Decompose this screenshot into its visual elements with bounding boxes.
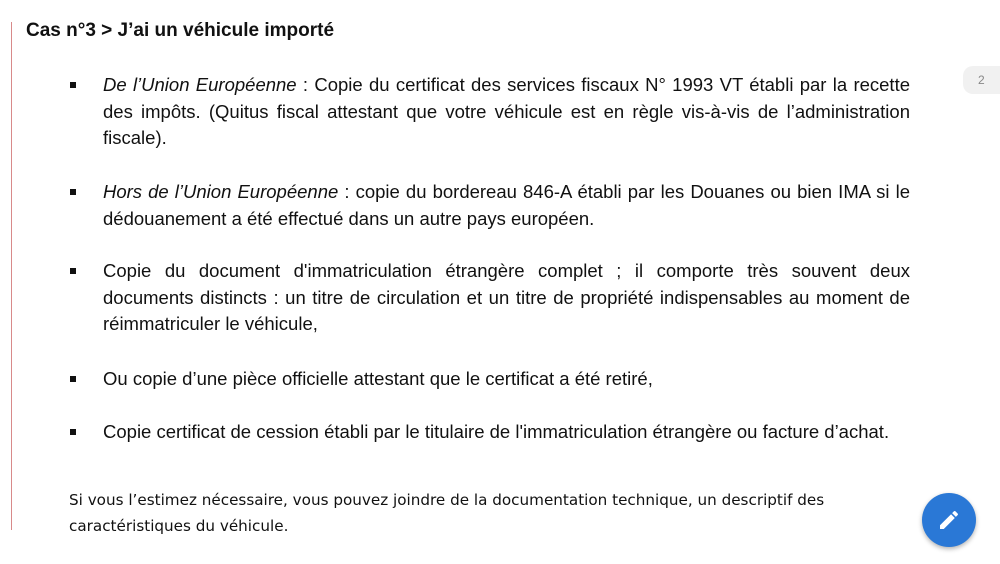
list-item-body: Copie du document d'immatriculation étrangère complet ; il comporte très souvent deux documents distincts : un titre de circulation et un titre de propriété indispensables au moment de réimmatriculer le véhicule,: [103, 260, 910, 334]
page-number: 2: [963, 66, 1000, 94]
list-item-body: : copie du bordereau 846-A établi par les Douanes ou bien IMA si le dédouanement a été effectué dans un autre pays européen.: [103, 181, 910, 229]
list-item-text: [103, 258, 910, 338]
page-title: Cas n°3 > J’ai un véhicule importé: [26, 20, 335, 41]
margin-line: [11, 22, 12, 530]
list-item-text: [103, 419, 910, 446]
list-item-text: [103, 179, 910, 232]
edit-button[interactable]: [922, 493, 976, 547]
bullet-icon: [70, 189, 76, 195]
bullet-icon: [70, 376, 76, 382]
note-paragraph: Si vous l’estimez nécessaire, vous pouvez joindre de la documentation technique, un descriptif des caractéristiques du véhicule.: [69, 491, 825, 535]
list-item-text: [103, 72, 910, 152]
pencil-icon: [937, 508, 961, 532]
bullet-icon: [70, 82, 76, 88]
list-item-body: : Copie du certificat des services fiscaux N° 1993 VT établi par la recette des impôts. (Quitus fiscal attestant que votre véhicule est en règle vis-à-vis de l’administration fiscale).: [103, 74, 910, 148]
list-item-body: Copie certificat de cession établi par le titulaire de l'immatriculation étrangère ou facture d’achat.: [103, 421, 890, 442]
list-item-label: Hors de l’Union Européenne: [103, 181, 339, 202]
list-item-label: De l’Union Européenne: [103, 74, 297, 95]
bullet-icon: [70, 429, 76, 435]
list-item-text: [103, 366, 910, 393]
list-item-body: Ou copie d’une pièce officielle attestant que le certificat a été retiré,: [103, 368, 653, 389]
bullet-icon: [70, 268, 76, 274]
